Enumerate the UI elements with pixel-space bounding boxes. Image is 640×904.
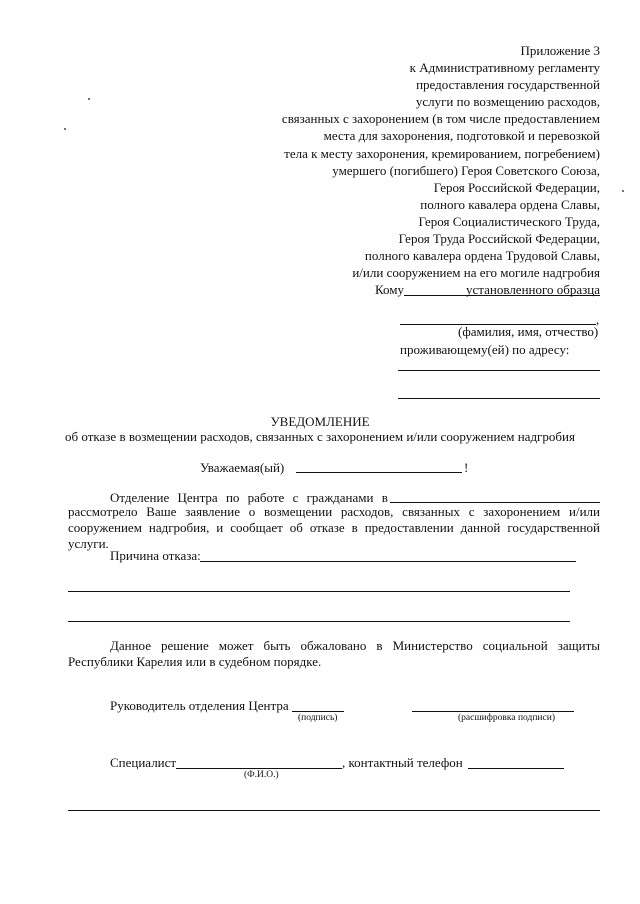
name-caption: (фамилия, имя, отчество) — [458, 324, 599, 339]
address-line-2[interactable] — [398, 398, 600, 399]
notice-title: УВЕДОМЛЕНИЕ — [270, 414, 370, 429]
to-label: Кому — [375, 282, 405, 297]
header-line: умершего (погибшего) Героя Советского Союза, — [332, 162, 600, 178]
header-line: Героя Труда Российской Федерации, — [398, 231, 600, 247]
head-signature-line[interactable] — [292, 711, 344, 712]
notice-subtitle: об отказе в возмещении расходов, связанных с захоронением и/или сооружением надгробия — [65, 429, 575, 444]
header-line: установленного образца — [466, 282, 600, 298]
department-line[interactable] — [390, 502, 600, 503]
header-line: связанных с захоронением (в том числе предоставлением — [281, 111, 600, 127]
bottom-rule — [68, 810, 600, 811]
phone-label: , контактный телефон — [342, 755, 463, 770]
header-line: услуги по возмещению расходов, — [415, 94, 600, 110]
specialist-label: Специалист — [110, 755, 177, 770]
body-paragraph-rest: рассмотрело Ваше заявление о возмещении расходов, связанных с захоронением и/или сооружением надгробия, и сообщает об отказе в предоставлении данной государственной услуги. — [68, 504, 600, 551]
scan-speck — [622, 190, 624, 192]
appeal-paragraph — [68, 638, 600, 670]
scan-speck — [64, 128, 66, 130]
phone-line[interactable] — [468, 768, 564, 769]
name-comma: , — [596, 312, 600, 327]
header-line: и/или сооружением на его могиле надгробия — [352, 265, 600, 281]
header-line: Героя Российской Федерации, — [433, 179, 600, 195]
reason-line-1[interactable] — [200, 561, 576, 562]
appeal-text: Данное решение может быть обжаловано в Министерство социальной защиты Республики Карелия или в судебном порядке. — [68, 638, 600, 669]
reason-label: Причина отказа: — [110, 548, 201, 563]
reason-line-3[interactable] — [68, 621, 570, 622]
to-name-line[interactable] — [404, 295, 600, 296]
head-label: Руководитель отделения Центра — [110, 698, 289, 713]
header-line: тела к месту захоронения, кремированием, погребением) — [284, 145, 600, 161]
body-paragraph-start: Отделение Центра по работе с гражданами в — [110, 490, 388, 505]
signature-caption: (подпись) — [298, 713, 338, 723]
specialist-name-line[interactable] — [176, 768, 342, 769]
header-line: Приложение 3 — [520, 43, 600, 58]
head-decoding-line[interactable] — [412, 711, 574, 712]
header-line: полного кавалера ордена Славы, — [420, 196, 600, 212]
appendix-header — [220, 42, 600, 298]
scan-speck — [88, 98, 90, 100]
greeting-label: Уважаемая(ый) — [200, 460, 285, 475]
greeting-name-line[interactable] — [296, 472, 462, 473]
header-line: предоставления государственной — [416, 77, 600, 93]
reason-line-2[interactable] — [68, 591, 570, 592]
header-line: Героя Социалистического Труда, — [418, 213, 600, 229]
header-line: полного кавалера ордена Трудовой Славы, — [364, 248, 600, 264]
address-label: проживающему(ей) по адресу: — [400, 342, 570, 357]
address-line-1[interactable] — [398, 370, 600, 371]
decoding-caption: (расшифровка подписи) — [458, 713, 555, 723]
greeting-exclamation: ! — [464, 460, 469, 475]
header-line: места для захоронения, подготовкой и перевозкой — [323, 128, 600, 144]
fio-caption: (Ф.И.О.) — [244, 770, 279, 780]
header-line: к Административному регламенту — [409, 60, 600, 76]
